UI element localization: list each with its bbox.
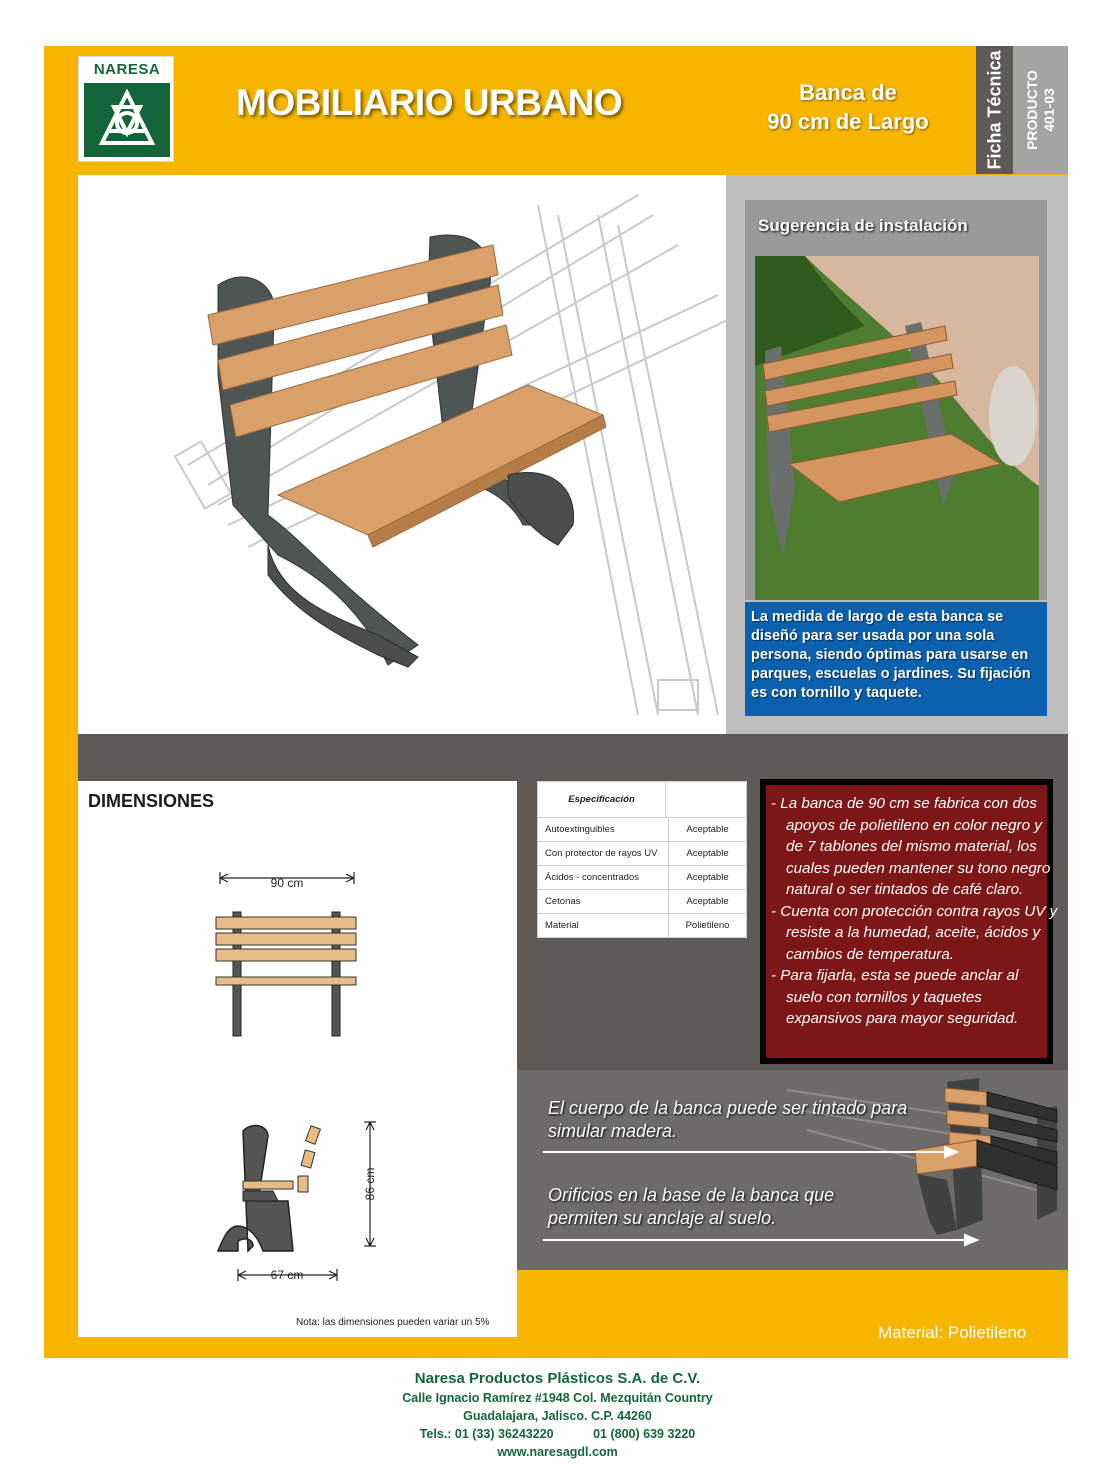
promo-bench: [915, 1078, 1057, 1235]
spec-label: Cetonas: [545, 896, 581, 907]
spec-row: [538, 890, 746, 914]
front-view: [216, 912, 356, 1036]
install-title: Sugerencia de instalación: [758, 216, 968, 235]
divider-band: [78, 734, 1068, 781]
spec-value: Aceptable: [668, 866, 746, 890]
spec-label: Con protector de rayos UV: [545, 848, 658, 859]
width-dimension-label: 90 cm: [270, 876, 304, 890]
spec-header-value: [666, 782, 746, 818]
feature-item: - Para fijarla, esta se puede anclar al suelo con tornillos y taquetes expansivos para mayor seguridad.: [771, 967, 1019, 1027]
dimensions-title: DIMENSIONES: [88, 791, 215, 811]
subtitle-line-2: 90 cm de Largo: [767, 109, 929, 134]
spec-value: Polietileno: [668, 914, 746, 938]
phone-tollfree: 01 (800) 639 3220: [593, 1427, 696, 1441]
spec-label: Material: [545, 920, 579, 931]
spec-value: Aceptable: [668, 890, 746, 914]
product-code-label: [1024, 70, 1058, 150]
ficha-tecnica-tab: [976, 46, 1013, 174]
company-footer: [0, 1368, 1115, 1461]
feature-item: - La banca de 90 cm se fabrica con dos apoyos de polietileno en color negro y de 7 tablones del mismo material, los cuales pueden mantener su tono negro natural o ser tintados de café claro.: [771, 795, 1051, 898]
product-code-tab: [1013, 46, 1068, 174]
features-list: [766, 793, 1058, 1030]
spec-label: Autoextinguibles: [545, 824, 615, 835]
company-name: Naresa Productos Plásticos S.A. de C.V.: [414, 1370, 701, 1387]
dimensions-drawing: [78, 781, 517, 1337]
spec-row: [538, 914, 746, 938]
phone-local: Tels.: 01 (33) 36243220: [419, 1427, 554, 1441]
spec-row: [538, 866, 746, 890]
ficha-tecnica-label: Ficha Técnica: [984, 50, 1004, 170]
logo-wordmark: NARESA: [93, 61, 161, 78]
spec-value: Aceptable: [668, 842, 746, 866]
spec-label: Ácidos - concentrados: [545, 872, 639, 883]
dimensions-note: Nota: las dimensiones pueden variar un 5%: [296, 1317, 490, 1328]
spec-row: [538, 842, 746, 866]
install-photo: [755, 256, 1039, 600]
install-description-box: [745, 602, 1047, 716]
spec-value: Aceptable: [668, 818, 746, 842]
spec-header: Especificación: [538, 782, 666, 818]
spec-row: [538, 818, 746, 842]
specification-table: [537, 781, 747, 938]
producto-label: PRODUCTO: [1023, 70, 1040, 150]
material-label: Material: Polietileno: [878, 1323, 1027, 1342]
page-title: MOBILIARIO URBANO: [236, 82, 623, 123]
depth-dimension-label: 67 cm: [270, 1268, 304, 1282]
producto-code: 401-03: [1040, 88, 1057, 132]
company-address: Calle Ignacio Ramírez #1948 Col. Mezquitán Country: [402, 1391, 713, 1405]
company-city: Guadalajara, Jalisco. C.P. 44260: [463, 1409, 652, 1423]
logo-emblem: [84, 83, 170, 157]
height-dimension-label: 86 cm: [363, 1167, 377, 1201]
naresa-logo: [78, 56, 174, 162]
promo-anchor-text: Orificios en la base de la banca que permiten su anclaje al suelo.: [548, 1185, 835, 1228]
company-phones: [0, 1425, 1115, 1443]
promo-tint-text: El cuerpo de la banca puede ser tintado para simular madera.: [548, 1098, 908, 1141]
product-subtitle: [736, 78, 960, 136]
company-website[interactable]: www.naresagdl.com: [497, 1445, 618, 1459]
side-view: [218, 1126, 320, 1251]
feature-item: - Cuenta con protección contra rayos UV y resiste a la humedad, aceite, ácidos y cambios de temperatura.: [771, 902, 1058, 963]
subtitle-line-1: Banca de: [799, 80, 897, 105]
install-description: La medida de largo de esta banca se diseñó para ser usada por una sola persona, siendo óptimas para usarse en parques, escuelas o jardines. Su fijación es con tornillo y taquete.: [751, 609, 1031, 701]
